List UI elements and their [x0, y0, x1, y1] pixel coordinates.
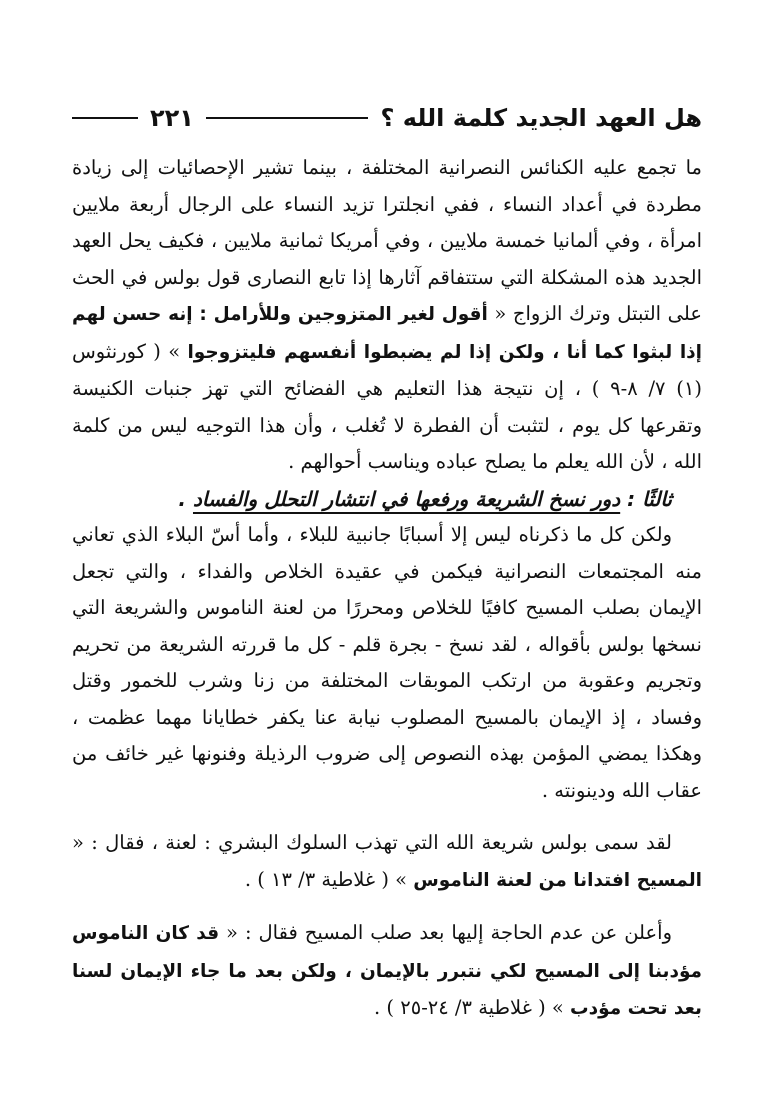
paragraph-1: [72, 150, 702, 481]
running-header: [72, 100, 702, 136]
book-title: هل العهد الجديد كلمة الله ؟: [380, 104, 702, 132]
paragraph-4-text-a: وأعلن عن عدم الحاجة إليها بعد صلب المسيح فقال : «: [219, 921, 672, 944]
paragraph-1-text-a: ما تجمع عليه الكنائس النصرانية المختلفة ، بينما تشير الإحصائيات إلى زيادة مطردة في أعداد النساء ، ففي انجلترا تزيد النساء على الرجال أربعة ملايين امرأة ، وفي ألمانيا خمسة ملايين ، وفي أمريكا ثمانية ملايين ، فكيف يحل العهد الجديد هذه المشكلة التي ستتفاقم آثارها إذا تابع النصارى قول بولس في الحث على التبتل وترك الزواج «: [72, 156, 702, 325]
paragraph-3-text-b: » ( غلاطية ٣/ ١٣ ) .: [244, 867, 414, 891]
paragraph-3: [72, 825, 702, 899]
page-body: [72, 150, 702, 1028]
paragraph-4-quote: قد كان الناموس مؤدبنا إلى المسيح لكي نتبرر بالإيمان ، ولكن بعد ما جاء الإيمان لسنا بعد تحت مؤدب: [72, 923, 702, 1019]
section-heading-suffix: .: [178, 486, 193, 511]
page-number: ٢٢١: [150, 104, 194, 132]
section-heading-prefix: ثالثًا :: [620, 486, 672, 511]
paragraph-1-text-b: » ( كورنثوس (١) ٧/ ٨-٩ ) ، إن نتيجة هذا التعليم هي الفضائح التي تهز جنبات الكنيسة وتقرعها كل يوم ، لتثبت أن الفطرة لا تُغلب ، وأن هذا التوجيه ليس من كلمة الله ، لأن الله يعلم ما يصلح عباده ويناسب أحوالهم .: [72, 339, 702, 473]
paragraph-4-text-b: » ( غلاطية ٣/ ٢٤-٢٥ ) .: [374, 996, 571, 1019]
header-rule: [206, 117, 369, 119]
section-heading-text: دور نسخ الشريعة ورفعها في انتشار التحلل والفساد: [192, 486, 621, 511]
paragraph-4: [72, 915, 702, 1028]
paragraph-3-quote: المسيح افتدانا من لعنة الناموس: [413, 869, 702, 891]
header-tail-rule: [72, 117, 138, 119]
section-heading: [72, 481, 702, 518]
paragraph-2: ولكن كل ما ذكرناه ليس إلا أسبابًا جانبية للبلاء ، وأما أسّ البلاء الذي تعاني منه المجتمعات النصرانية فيكمن في عقيدة الخلاص والفداء ، والتي تجعل الإيمان بصلب المسيح كافيًا للخلاص ومحررًا من لعنة الناموس والشريعة التي نسخها بولس بأقواله ، لقد نسخ - بجرة قلم - كل ما قررته الشريعة من تحريم وتجريم وعقوبة من ارتكب الموبقات المختلفة من زنا وشرب للخمور وقتل وفساد ، إذ الإيمان بالمسيح المصلوب نيابة عنا يكفر خطايانا مهما عظمت ، وهكذا يمضي المؤمن بهذه النصوص إلى ضروب الرذيلة وفنونها غير خائف من عقاب الله ودينونته .: [72, 523, 702, 802]
paragraph-1-quote: أقول لغير المتزوجين وللأرامل : إنه حسن لهم إذا لبثوا كما أنا ، ولكن إذا لم يضبطوا أنفسهم فليتزوجوا: [72, 304, 702, 363]
paragraph-3-text-a: لقد سمى بولس شريعة الله التي تهذب السلوك البشري : لعنة ، فقال : «: [72, 831, 672, 854]
